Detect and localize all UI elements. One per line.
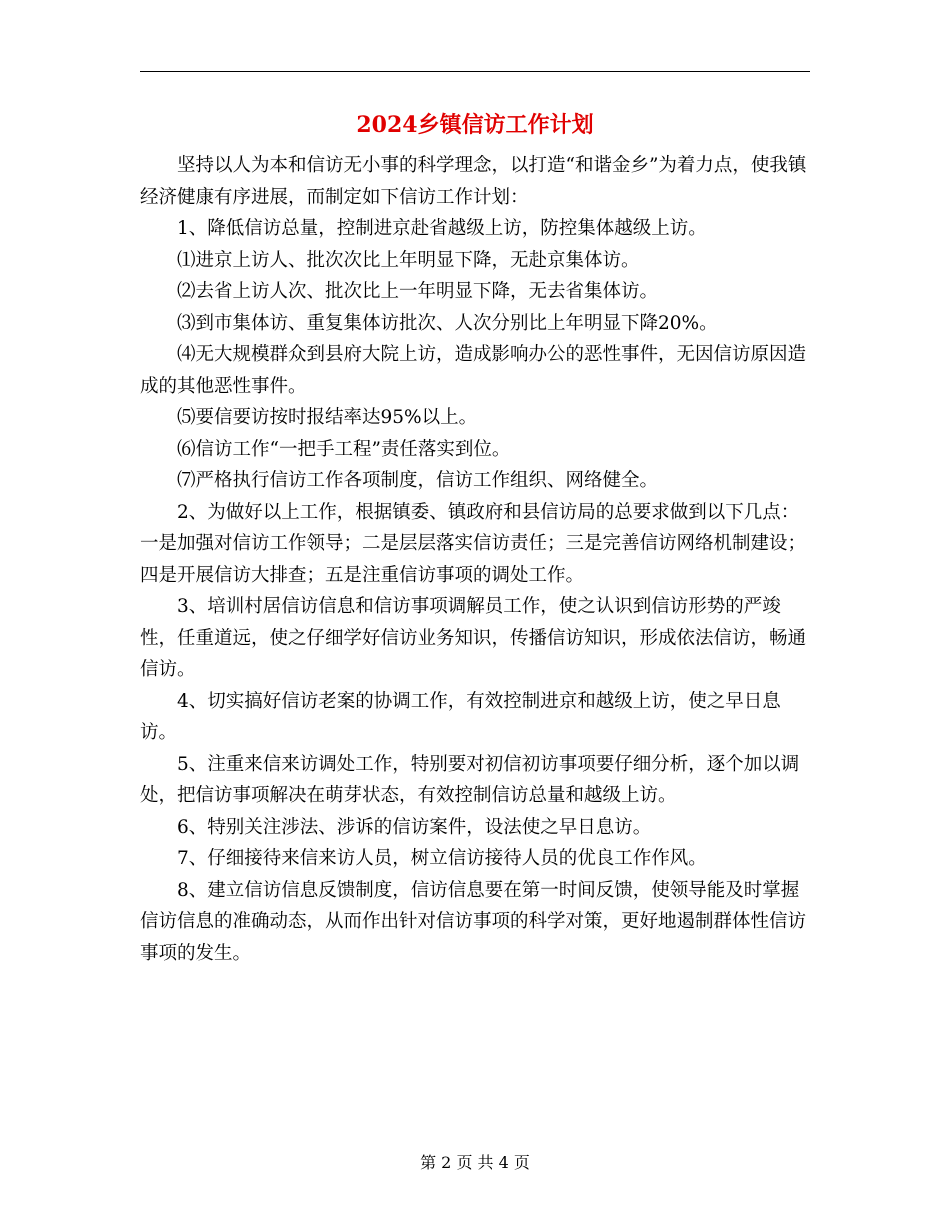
paragraph-item-3: 3、培训村居信访信息和信访事项调解员工作，使之认识到信访形势的严竣性，任重道远，使之仔细学好信访业务知识，传播信访知识，形成依法信访，畅通信访。 — [140, 596, 807, 680]
paragraph-subitem-2: ⑵去省上访人次、批次比上一年明显下降，无去省集体访。 — [177, 281, 659, 302]
paragraph-item-5: 5、注重来信来访调处工作，特别要对初信初访事项要仔细分析，逐个加以调处，把信访事项解决在萌芽状态，有效控制信访总量和越级上访。 — [140, 753, 800, 806]
paragraph-subitem-5: ⑸要信要访按时报结率达95%以上。 — [177, 407, 478, 428]
header-rule — [140, 71, 810, 72]
paragraph-item-6: 6、特别关注涉法、涉诉的信访案件，设法使之早日息访。 — [177, 816, 652, 838]
paragraph-item-7: 7、仔细接待来信来访人员，树立信访接待人员的优良工作作风。 — [177, 848, 707, 869]
paragraph-intro: 坚持以人为本和信访无小事的科学理念，以打造“和谐金乡”为着力点，使我镇经济健康有序进展，而制定如下信访工作计划： — [140, 155, 807, 208]
paragraph-item-2: 2、为做好以上工作，根据镇委、镇政府和县信访局的总要求做到以下几点：一是加强对信访工作领导；二是层层落实信访责任；三是完善信访网络机制建设；四是开展信访大排查；五是注重信访事项的调处工作。 — [140, 501, 807, 586]
paragraph-subitem-3: ⑶到市集体访、重复集体访批次、人次分别比上年明显下降20%。 — [177, 312, 718, 334]
document-title: 2024乡镇信访工作计划 — [356, 112, 594, 138]
paragraph-subitem-7: ⑺严格执行信访工作各项制度，信访工作组织、网络健全。 — [177, 470, 659, 491]
paragraph-subitem-4: ⑷无大规模群众到县府大院上访，造成影响办公的恶性事件，无因信访原因造成的其他恶性事件。 — [140, 344, 807, 397]
paragraph-item-1: 1、降低信访总量，控制进京赴省越级上访，防控集体越级上访。 — [177, 218, 707, 239]
paragraph-subitem-6: ⑹信访工作“一把手工程”责任落实到位。 — [177, 438, 511, 460]
document-body — [140, 150, 812, 969]
paragraph-item-8: 8、建立信访信息反馈制度，信访信息要在第一时间反馈，使领导能及时掌握信访信息的准确动态，从而作出针对信访事项的科学对策，更好地遏制群体性信访事项的发生。 — [140, 879, 807, 964]
paragraph-subitem-1: ⑴进京上访人、批次次比上年明显下降，无赴京集体访。 — [177, 249, 640, 271]
page-number-footer: 第 2 页 共 4 页 — [420, 1153, 530, 1172]
paragraph-item-4: 4、切实搞好信访老案的协调工作，有效控制进京和越级上访，使之早日息访。 — [140, 690, 781, 743]
